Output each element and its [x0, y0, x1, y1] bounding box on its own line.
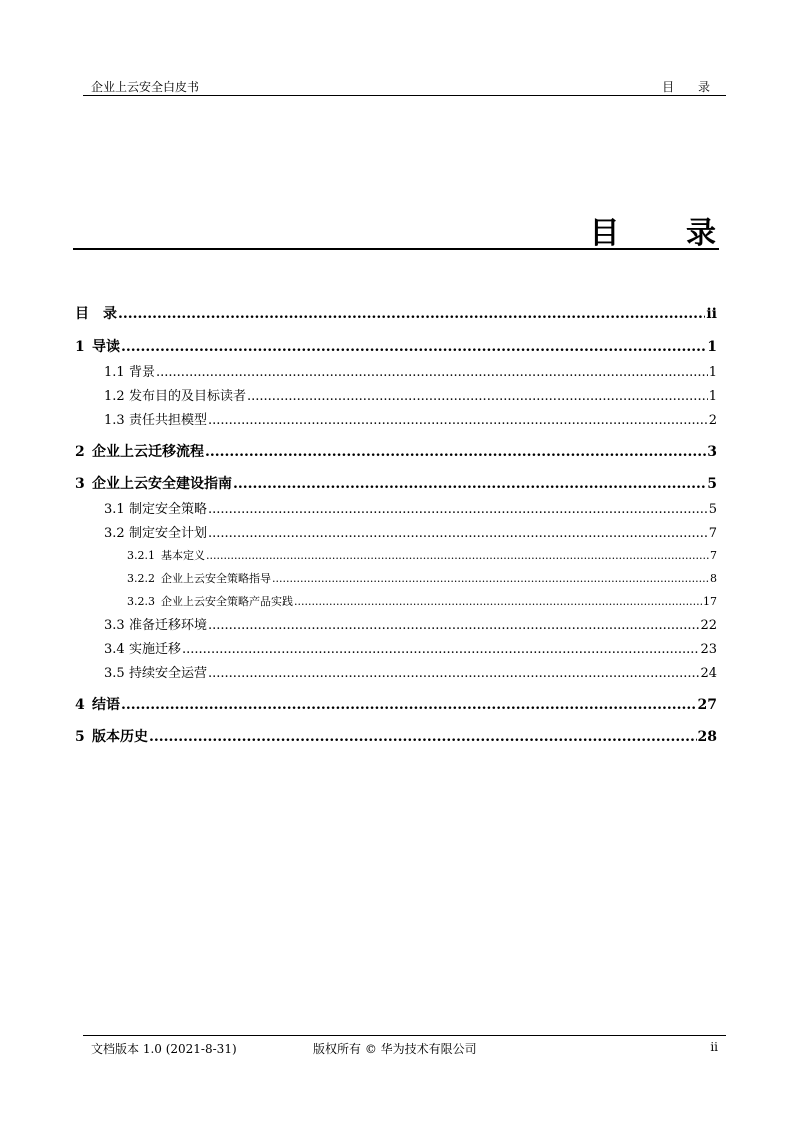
toc-entry-number: 3.1 — [104, 502, 125, 517]
toc-entry-page: 22 — [700, 618, 717, 633]
toc-entry-number: 3 — [75, 476, 85, 492]
toc-entry-page: 1 — [707, 339, 717, 355]
toc-entry-label — [75, 473, 232, 493]
toc-entry[interactable] — [75, 336, 717, 356]
toc-entry-title: 企业上云迁移流程 — [92, 444, 204, 460]
toc-entry-title: 责任共担模型 — [129, 413, 208, 428]
toc-leader-dots — [208, 413, 708, 428]
toc-entry[interactable] — [75, 473, 717, 493]
toc-entry-label — [75, 303, 117, 323]
toc-leader-dots — [272, 572, 709, 585]
toc-entry-label — [104, 614, 207, 633]
toc-entry-number: 5 — [75, 729, 85, 745]
toc-entry-label — [75, 694, 120, 714]
toc-leader-dots — [294, 595, 702, 608]
toc-entry-number: 2 — [75, 444, 85, 460]
toc-entry-title: 持续安全运营 — [129, 666, 208, 681]
toc-entry-label — [127, 547, 205, 563]
toc-entry-number: 3.5 — [104, 666, 125, 681]
toc-entry-label — [104, 638, 181, 657]
toc-entry[interactable] — [75, 303, 717, 323]
toc-entry-title: 目 录 — [75, 306, 117, 322]
toc-entry-page: 27 — [697, 697, 717, 713]
toc-leader-dots — [182, 642, 699, 657]
toc-leader-dots — [118, 306, 705, 322]
toc-leader-dots — [208, 666, 699, 681]
toc-entry-label — [104, 361, 155, 380]
toc-entry-title: 发布目的及目标读者 — [129, 389, 247, 404]
toc-leader-dots — [233, 476, 706, 492]
toc-entry[interactable] — [75, 547, 717, 563]
footer-version: 文档版本 1.0 (2021-8-31) — [91, 1042, 237, 1056]
toc-entry-page: 28 — [697, 729, 717, 745]
toc-entry-number: 3.2.2 — [127, 572, 155, 585]
toc-entry[interactable] — [75, 662, 717, 681]
toc-entry-label — [75, 336, 120, 356]
toc-leader-dots — [208, 502, 708, 517]
toc-entry-label — [104, 522, 207, 541]
toc-entry-number: 3.2.3 — [127, 595, 155, 608]
toc-leader-dots — [206, 549, 709, 562]
toc-entry-number: 1 — [75, 339, 85, 355]
toc-entry-page: 2 — [708, 413, 717, 428]
toc-entry-title: 背景 — [129, 365, 156, 380]
toc-entry-page: 7 — [708, 526, 717, 541]
page-footer — [83, 1035, 726, 1056]
toc-entry-page: 5 — [708, 502, 717, 517]
toc-entry-title: 企业上云安全策略产品实践 — [161, 595, 293, 608]
footer-copyright: 版权所有 © 华为技术有限公司 — [313, 1042, 477, 1056]
header-section: 目 录 — [662, 80, 720, 94]
header-doc-title: 企业上云安全白皮书 — [91, 80, 200, 94]
toc-entry-number: 3.2 — [104, 526, 125, 541]
toc-entry-page: 24 — [700, 666, 717, 681]
toc-entry[interactable] — [75, 638, 717, 657]
toc-entry-number: 1.3 — [104, 413, 125, 428]
toc-entry[interactable] — [75, 498, 717, 517]
toc-entry-label — [75, 441, 204, 461]
toc-entry-title: 制定安全计划 — [129, 526, 208, 541]
toc-leader-dots — [208, 526, 708, 541]
toc-entry[interactable] — [75, 385, 717, 404]
toc-entry-title: 实施迁移 — [129, 642, 182, 657]
page-title: 目 录 — [589, 216, 744, 251]
title-divider — [73, 248, 719, 250]
toc-entry-page: 3 — [707, 444, 717, 460]
toc-entry[interactable] — [75, 726, 717, 746]
toc-entry-title: 基本定义 — [161, 549, 205, 562]
toc-entry-number: 4 — [75, 697, 85, 713]
toc-entry[interactable] — [75, 441, 717, 461]
toc-entry-title: 制定安全策略 — [129, 502, 208, 517]
toc-entry-page: 1 — [708, 365, 717, 380]
toc-entry[interactable] — [75, 694, 717, 714]
toc-entry-label — [104, 385, 246, 404]
toc-leader-dots — [121, 339, 706, 355]
toc-entry-title: 导读 — [92, 339, 120, 355]
toc-entry-label — [127, 570, 271, 586]
toc-entry-title: 企业上云安全建设指南 — [92, 476, 232, 492]
toc-leader-dots — [121, 697, 697, 713]
toc-entry-number: 1.1 — [104, 365, 125, 380]
toc-leader-dots — [156, 365, 708, 380]
toc-entry[interactable] — [75, 570, 717, 586]
toc-entry[interactable] — [75, 593, 717, 609]
toc-entry-label — [127, 593, 293, 609]
toc-entry-page: 23 — [700, 642, 717, 657]
toc-entry-number: 3.3 — [104, 618, 125, 633]
toc-entry-title: 版本历史 — [92, 729, 148, 745]
toc-entry-page: 5 — [707, 476, 717, 492]
toc-entry-label — [75, 726, 148, 746]
toc-entry[interactable] — [75, 522, 717, 541]
toc-entry[interactable] — [75, 361, 717, 380]
toc-entry-number: 3.2.1 — [127, 549, 155, 562]
toc-entry-label — [104, 409, 207, 428]
toc-entry-page: 1 — [708, 389, 717, 404]
toc-leader-dots — [208, 618, 699, 633]
toc-entry-number: 3.4 — [104, 642, 125, 657]
toc-leader-dots — [205, 444, 706, 460]
page-header — [83, 78, 726, 96]
toc-entry-number: 1.2 — [104, 389, 125, 404]
toc-entry-title: 准备迁移环境 — [129, 618, 208, 633]
toc-leader-dots — [149, 729, 697, 745]
toc-entry-title: 结语 — [92, 697, 120, 713]
toc-entry-label — [104, 498, 207, 517]
toc-entry-page: 17 — [703, 595, 717, 608]
toc-entry-page: 8 — [710, 572, 717, 585]
footer-page-number: ii — [710, 1040, 718, 1054]
toc-entry[interactable] — [75, 614, 717, 633]
toc-leader-dots — [247, 389, 708, 404]
toc-entry-page: 7 — [710, 549, 717, 562]
toc-entry-page: ii — [706, 306, 717, 322]
toc-entry-label — [104, 662, 207, 681]
toc-entry-title: 企业上云安全策略指导 — [161, 572, 271, 585]
toc-entry[interactable] — [75, 409, 717, 428]
